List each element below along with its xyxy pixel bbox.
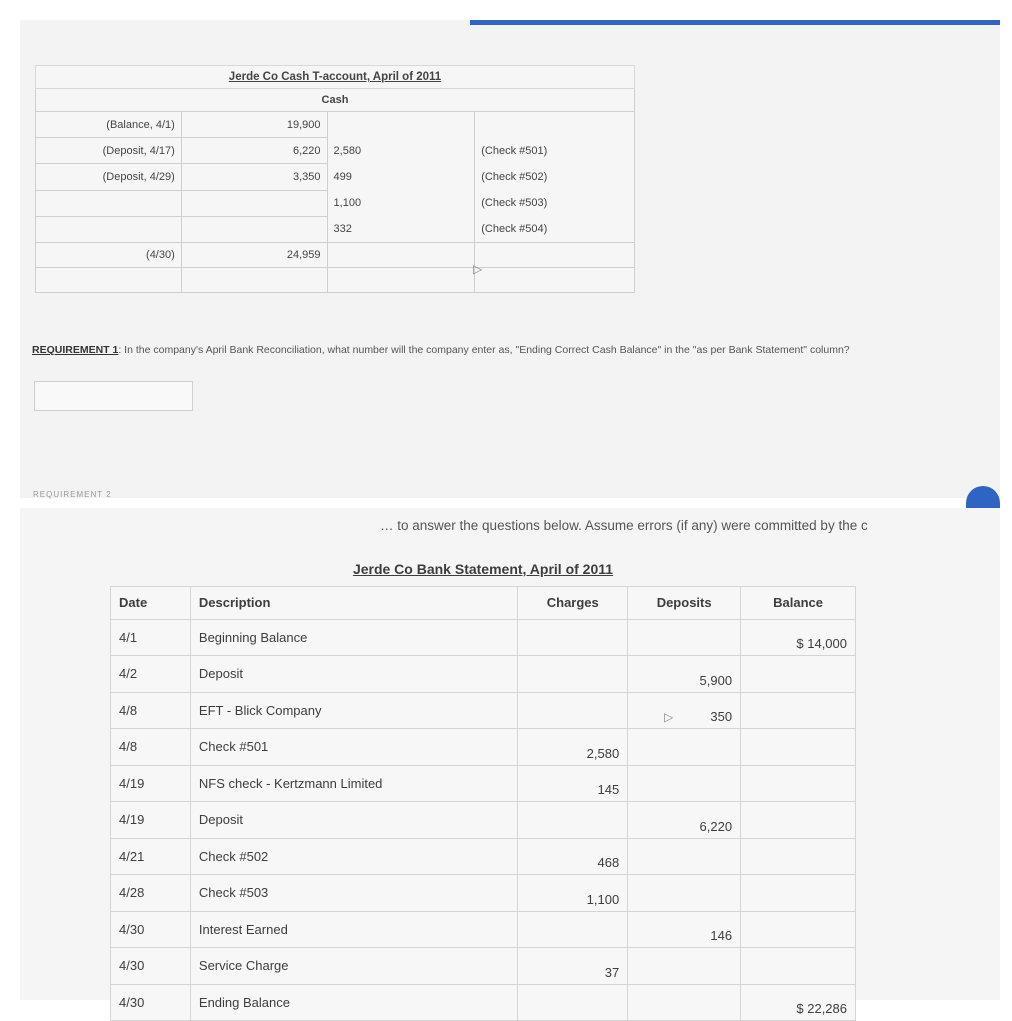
table-row <box>111 729 856 766</box>
table-row <box>111 692 856 729</box>
row-description: Interest Earned <box>190 911 517 948</box>
row-balance <box>741 802 856 839</box>
row-date: 4/28 <box>111 875 191 912</box>
row-charges <box>518 984 628 1021</box>
row-description: Deposit <box>190 802 517 839</box>
row-description: Ending Balance <box>190 984 517 1021</box>
row-balance <box>741 729 856 766</box>
empty-cell <box>36 190 182 216</box>
row-charges: 2,580 <box>518 729 628 766</box>
row-deposits: 6,220 <box>628 802 741 839</box>
ending-label: (4/30) <box>36 243 182 268</box>
table-row <box>111 911 856 948</box>
row-charges <box>518 619 628 656</box>
header-description: Description <box>190 587 517 620</box>
row-description: Check #502 <box>190 838 517 875</box>
instructions-text: … to answer the questions below. Assume errors (if any) were committed by the c <box>380 518 868 533</box>
row-date: 4/2 <box>111 656 191 693</box>
empty-cell <box>36 216 182 242</box>
check-label: (Check #502) <box>481 171 548 183</box>
row-date: 4/30 <box>111 984 191 1021</box>
row-description: Check #503 <box>190 875 517 912</box>
row-balance <box>741 765 856 802</box>
row-charges <box>518 656 628 693</box>
header-deposits: Deposits <box>628 587 741 620</box>
row-balance <box>741 875 856 912</box>
credit-amount: 2,580 <box>333 145 362 157</box>
row-description: Service Charge <box>190 948 517 985</box>
header-date: Date <box>111 587 191 620</box>
row-charges <box>518 911 628 948</box>
row-deposits <box>628 765 741 802</box>
row-description: EFT - Blick Company <box>190 692 517 729</box>
check-label: (Check #503) <box>481 197 548 209</box>
row-balance <box>741 838 856 875</box>
header-balance: Balance <box>741 587 856 620</box>
table-row <box>111 984 856 1021</box>
check-label: (Check #504) <box>481 223 548 235</box>
table-row <box>111 875 856 912</box>
row-deposits: 350 <box>628 692 741 729</box>
row-description: Beginning Balance <box>190 619 517 656</box>
row-charges: 145 <box>518 765 628 802</box>
row-balance: $ 22,286 <box>741 984 856 1021</box>
row-deposits: 5,900 <box>628 656 741 693</box>
empty-cell <box>181 216 327 242</box>
row-deposits <box>628 984 741 1021</box>
row-charges <box>518 802 628 839</box>
cash-t-account <box>35 65 635 293</box>
table-row <box>111 619 856 656</box>
header-accent-bar <box>470 20 1000 25</box>
requirement-heading: REQUIREMENT 1 <box>32 344 119 356</box>
bank-statement <box>110 540 856 1021</box>
debit-amount: 19,900 <box>181 112 327 138</box>
row-date: 4/19 <box>111 802 191 839</box>
cut-off-heading: REQUIREMENT 2 <box>33 490 112 499</box>
row-description: Deposit <box>190 656 517 693</box>
bank-statement-rows <box>111 619 856 1021</box>
row-date: 4/30 <box>111 948 191 985</box>
row-deposits <box>628 619 741 656</box>
row-balance <box>741 911 856 948</box>
answer-input[interactable] <box>34 381 193 411</box>
row-charges: 1,100 <box>518 875 628 912</box>
row-charges: 468 <box>518 838 628 875</box>
row-balance <box>741 948 856 985</box>
row-description: NFS check - Kertzmann Limited <box>190 765 517 802</box>
ending-amount: 24,959 <box>181 243 327 268</box>
check-labels <box>475 112 635 243</box>
debit-amount: 3,350 <box>181 164 327 190</box>
bank-statement-title: Jerde Co Bank Statement, April of 2011 <box>111 540 856 587</box>
empty-cell <box>181 268 327 293</box>
table-row <box>111 765 856 802</box>
credit-amount: 1,100 <box>333 197 362 209</box>
table-row <box>111 802 856 839</box>
row-balance: $ 14,000 <box>741 619 856 656</box>
table-row <box>111 948 856 985</box>
debit-amount: 6,220 <box>181 138 327 164</box>
empty-cell <box>181 190 327 216</box>
row-date: 4/8 <box>111 692 191 729</box>
row-date: 4/1 <box>111 619 191 656</box>
requirement-1 <box>32 342 992 358</box>
empty-cell <box>327 268 475 293</box>
table-row <box>111 838 856 875</box>
row-balance <box>741 692 856 729</box>
empty-cell <box>36 268 182 293</box>
header-charges: Charges <box>518 587 628 620</box>
t-account-name: Cash <box>36 89 635 112</box>
row-deposits <box>628 875 741 912</box>
credit-amount: 499 <box>333 171 352 183</box>
row-deposits <box>628 948 741 985</box>
row-date: 4/30 <box>111 911 191 948</box>
row-date: 4/8 <box>111 729 191 766</box>
mouse-cursor-icon: ▷ <box>473 262 483 276</box>
mouse-cursor-icon: ▷ <box>664 710 674 724</box>
empty-cell <box>327 243 475 268</box>
debit-label: (Balance, 4/1) <box>36 112 182 138</box>
row-deposits: 146 <box>628 911 741 948</box>
row-charges: 37 <box>518 948 628 985</box>
table-row <box>111 656 856 693</box>
credit-amount: 332 <box>333 223 352 235</box>
requirement-text: : In the company's April Bank Reconciliation, what number will the company enter as, "Ending Correct Cash Balance" in the "as per Bank Statement" column? <box>118 344 850 356</box>
credit-amounts <box>327 112 475 243</box>
debit-label: (Deposit, 4/29) <box>36 164 182 190</box>
row-charges <box>518 692 628 729</box>
check-label: (Check #501) <box>481 145 548 157</box>
empty-cell <box>475 268 635 293</box>
debit-label: (Deposit, 4/17) <box>36 138 182 164</box>
t-account-title: Jerde Co Cash T-account, April of 2011 <box>36 66 635 89</box>
row-balance <box>741 656 856 693</box>
row-date: 4/21 <box>111 838 191 875</box>
row-deposits <box>628 838 741 875</box>
row-deposits <box>628 729 741 766</box>
row-date: 4/19 <box>111 765 191 802</box>
empty-cell <box>475 243 635 268</box>
row-description: Check #501 <box>190 729 517 766</box>
